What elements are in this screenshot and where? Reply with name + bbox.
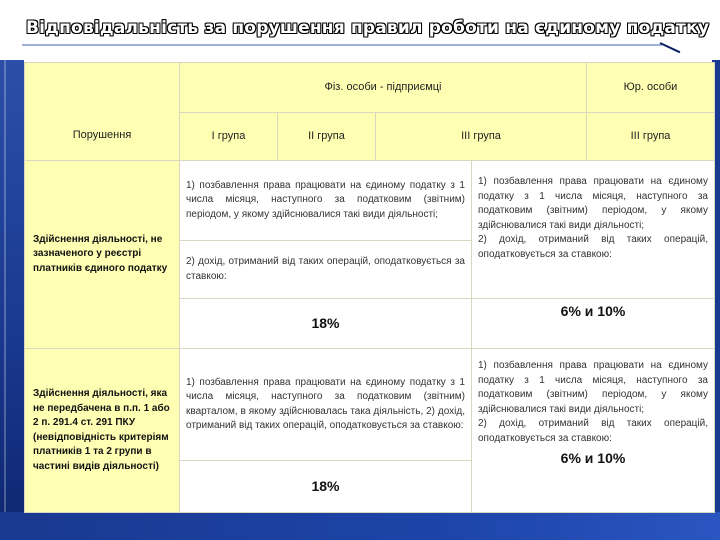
header-group-3-legal: ІІІ група — [587, 113, 715, 161]
row-2-individual-rate: 18% — [180, 461, 472, 513]
violation-row-2: Здійснення діяльності, яка не передбачена в п.п. 1 або 2 п. 291.4 ст. 291 ПКУ (невідповідність критеріям платників 1 та 2 групи в частині видів діяльності) — [25, 349, 180, 513]
header-individual-entrepreneurs: Фіз. особи - підприємці — [180, 63, 587, 113]
title-underline-tick — [660, 42, 681, 53]
liability-table-container — [24, 62, 714, 512]
row-2-legal-rate: 6% и 10% — [560, 450, 626, 466]
header-group-2: ІІ група — [278, 113, 376, 161]
violation-row-1: Здійснення діяльності, не зазначеного у реєстрі платників єдиного податку — [25, 161, 180, 349]
header-legal-entities: Юр. особи — [587, 63, 715, 113]
row-1-individual-clause-1: 1) позбавлення права працювати на єдиному податку з 1 числа місяця, наступного за податковим (звітним) періодом, у якому здійснювалися такі види діяльності; — [180, 161, 472, 241]
liability-table — [24, 62, 715, 513]
slide-frame-bottom — [0, 512, 720, 540]
row-1-legal-rate: 6% и 10% — [472, 299, 715, 349]
row-1-legal-clauses — [472, 161, 715, 299]
row-1-individual-rate: 18% — [180, 299, 472, 349]
header-violation: Порушення — [25, 63, 180, 161]
row-1-legal-clause-1: 1) позбавлення права працювати на єдиному податку з 1 числа місяця, наступного за податковим (звітним) періодом, у якому здійснювалися такі види діяльності; — [478, 176, 708, 231]
row-2-legal-clause-1: 1) позбавлення права працювати на єдиному податку з 1 числа місяця, наступного за податковим (звітним) періодом, у якому здійснювалися такі види діяльності; — [478, 360, 708, 415]
slide-frame-left — [0, 60, 24, 540]
row-2-legal-clause-2: 2) дохід, отриманий від таких операцій, оподатковується за ставкою: — [478, 418, 708, 444]
header-group-1: І група — [180, 113, 278, 161]
title-underline — [22, 44, 662, 46]
row-2-individual-clause-1: 1) позбавлення права працювати на єдиному податку з 1 числа місяця, наступного за податковим (звітним) кварталом, в якому здійснювалась така діяльність, 2) дохід, отриманий від таких операцій, оподатковується за ставкою: — [180, 349, 472, 461]
row-2-legal-clauses — [472, 349, 715, 513]
row-1-legal-clause-2: 2) дохід, отриманий від таких операцій, оподатковується за ставкою: — [478, 234, 708, 260]
slide-title: Відповідальність за порушення правил роботи на єдиному податку — [26, 18, 710, 38]
header-group-3-individual: ІІІ група — [376, 113, 587, 161]
row-1-individual-clause-2: 2) дохід, отриманий від таких операцій, оподатковується за ставкою: — [180, 241, 472, 299]
